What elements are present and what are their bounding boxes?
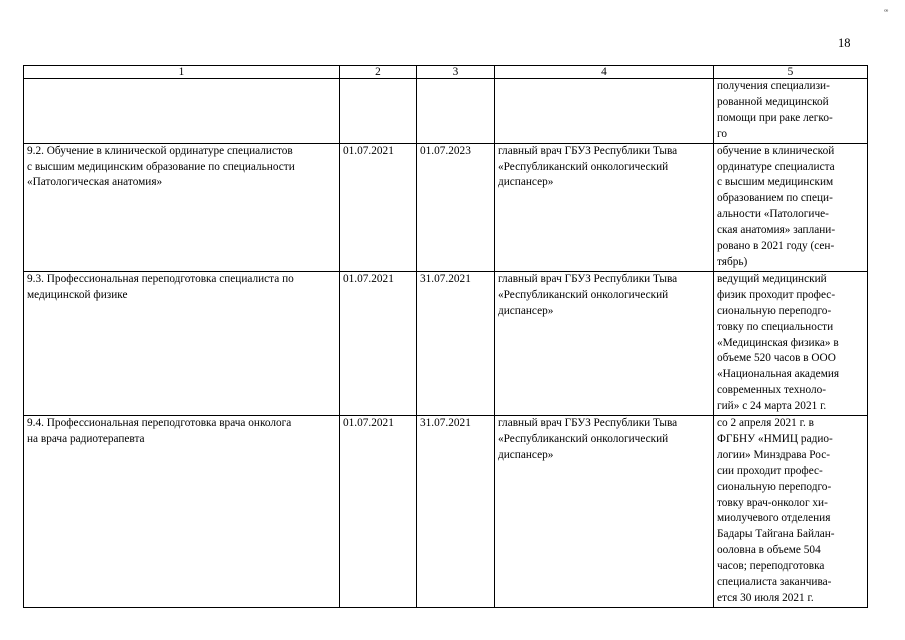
column-number: 5 xyxy=(714,66,868,79)
column-number: 2 xyxy=(340,66,417,79)
result-line: сии проходит профес- xyxy=(717,464,823,477)
result-line: специалиста заканчива- xyxy=(717,576,832,589)
table-row-continuation xyxy=(24,79,868,144)
task-line: медицинской физике xyxy=(27,288,128,301)
result-line: сиональную переподго- xyxy=(717,480,832,493)
result-line: объеме 520 часов в ООО xyxy=(717,352,836,365)
result-line: ведущий медицинский xyxy=(717,272,827,285)
result-line: Бадары Тайгана Байлан- xyxy=(717,528,835,541)
task-line: 9.2. Обучение в клинической ординатуре специалистов xyxy=(27,144,293,157)
result-cell xyxy=(714,271,868,415)
responsible-line: главный врач ГБУЗ Республики Тыва xyxy=(498,144,678,157)
result-line: ется 30 июля 2021 г. xyxy=(717,592,814,604)
task-line: на врача радиотерапевта xyxy=(27,432,145,445)
responsible-cell xyxy=(495,79,714,144)
column-number: 3 xyxy=(417,66,495,79)
responsible-line: главный врач ГБУЗ Республики Тыва xyxy=(498,417,678,430)
end-date-cell: 31.07.2021 xyxy=(417,416,495,608)
result-line: гий» с 24 марта 2021 г. xyxy=(717,400,827,413)
result-line: альности «Патологиче- xyxy=(717,208,829,221)
result-cell xyxy=(714,79,868,144)
result-line: со 2 апреля 2021 г. в xyxy=(717,417,814,430)
column-number-row xyxy=(24,66,868,79)
task-line: 9.3. Профессиональная переподготовка специалиста по xyxy=(27,272,294,285)
responsible-line: «Республиканский онкологический xyxy=(498,160,669,173)
result-line: рованной медицинской xyxy=(717,95,829,108)
result-line: го xyxy=(717,127,728,140)
start-date-cell: 01.07.2021 xyxy=(340,271,417,415)
responsible-line: диспансер» xyxy=(498,304,554,317)
result-line: «Национальная академия xyxy=(717,368,840,381)
result-line: логии» Минздрава Рос- xyxy=(717,448,831,461)
page-number: 18 xyxy=(838,36,851,50)
task-cell xyxy=(24,271,340,415)
responsible-cell xyxy=(495,271,714,415)
responsible-line: диспансер» xyxy=(498,448,554,461)
start-date-cell xyxy=(340,79,417,144)
responsible-cell xyxy=(495,143,714,271)
result-line: современных техноло- xyxy=(717,384,827,397)
responsible-line: главный врач ГБУЗ Республики Тыва xyxy=(498,272,678,285)
result-line: товку врач-онколог хи- xyxy=(717,496,828,509)
corner-mark: ꟹ xyxy=(884,8,889,16)
table-row xyxy=(24,271,868,415)
result-line: ФГБНУ «НМИЦ радио- xyxy=(717,432,833,445)
result-line: ровано в 2021 году (сен- xyxy=(717,240,835,253)
task-line: 9.4. Профессиональная переподготовка врача онколога xyxy=(27,417,292,430)
start-date-cell: 01.07.2021 xyxy=(340,416,417,608)
responsible-cell xyxy=(495,416,714,608)
responsible-line: «Республиканский онкологический xyxy=(498,432,669,445)
table-row xyxy=(24,416,868,608)
task-line: с высшим медицинским образование по специальности xyxy=(27,160,295,173)
result-cell xyxy=(714,416,868,608)
task-cell xyxy=(24,416,340,608)
table-row xyxy=(24,143,868,271)
end-date-cell: 01.07.2023 xyxy=(417,143,495,271)
result-cell xyxy=(714,143,868,271)
result-line: обучение в клинической xyxy=(717,144,835,157)
result-line: сиональную переподго- xyxy=(717,304,832,317)
result-line: физик проходит профес- xyxy=(717,288,836,301)
result-line: с высшим медицинским xyxy=(717,176,834,189)
result-line: ооловна в объеме 504 xyxy=(717,544,821,557)
result-line: образованием по специ- xyxy=(717,192,833,205)
result-line: тябрь) xyxy=(717,255,748,268)
task-line: «Патологическая анатомия» xyxy=(27,176,163,189)
result-line: часов; переподготовка xyxy=(717,560,825,573)
end-date-cell xyxy=(417,79,495,144)
result-line: миолучевого отделения xyxy=(717,512,831,525)
result-line: ская анатомия» заплани- xyxy=(717,224,836,237)
column-number: 4 xyxy=(495,66,714,79)
plan-table xyxy=(23,65,868,608)
responsible-line: диспансер» xyxy=(498,176,554,189)
responsible-line: «Республиканский онкологический xyxy=(498,288,669,301)
result-line: «Медицинская физика» в xyxy=(717,336,839,349)
task-cell xyxy=(24,143,340,271)
result-line: получения специализи- xyxy=(717,80,830,92)
result-line: ординатуре специалиста xyxy=(717,160,835,173)
result-line: помощи при раке легко- xyxy=(717,111,833,124)
end-date-cell: 31.07.2021 xyxy=(417,271,495,415)
result-line: товку по специальности xyxy=(717,320,834,333)
task-cell xyxy=(24,79,340,144)
column-number: 1 xyxy=(24,66,340,79)
start-date-cell: 01.07.2021 xyxy=(340,143,417,271)
